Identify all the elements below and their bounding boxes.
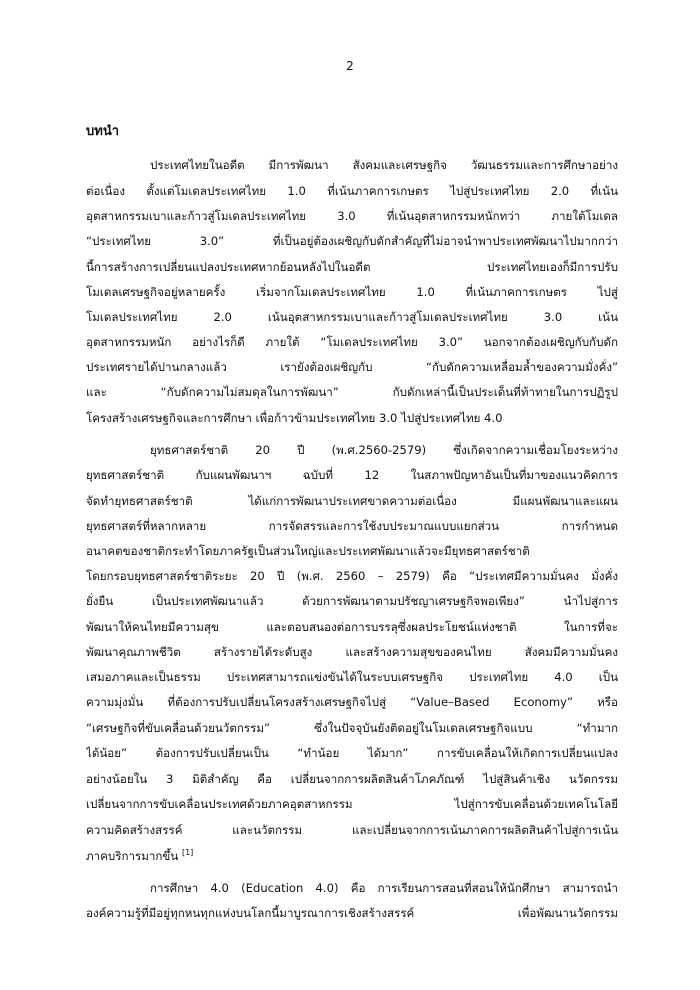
paragraph-line: ยั่งยืน เป็นประเทศพัฒนาแล้ว ด้วยการพัฒนาตามปรัชญาเศรษฐกิจพอเพียง” นำไปสู่การ — [86, 594, 618, 608]
paragraph-line: ความมุ่งมั่น ที่ต้องการปรับเปลี่ยนโครงสร้างเศรษฐกิจไปสู่ “Value–Based Economy” หรือ — [86, 695, 618, 709]
paragraph-line: อย่างน้อยใน 3 มิติสำคัญ คือ เปลี่ยนจากการผลิตสินค้าโภคภัณฑ์ ไปสู่สินค้าเชิง นวัตกรรม — [86, 772, 618, 786]
paragraph-line-text: ภาคบริการมากขึ้น — [86, 849, 179, 863]
paragraph-line: โครงสร้างเศรษฐกิจและการศึกษา เพื่อก้าวข้ามประเทศไทย 3.0 ไปสู่ประเทศไทย 4.0 — [86, 411, 503, 425]
paragraph-line: ต่อเนื่อง ตั้งแต่โมเดลประเทศไทย 1.0 ที่เน้นภาคการเกษตร ไปสู่ประเทศไทย 2.0 ที่เน้น — [86, 184, 618, 198]
paragraph-line: ได้น้อย” ต้องการปรับเปลี่ยนเป็น “ทำน้อย ได้มาก” การขับเคลื่อนให้เกิดการเปลี่ยนแปลง — [86, 746, 618, 760]
paragraph-line: โมเดลประเทศไทย 2.0 เน้นอุตสาหกรรมเบาและก้าวสู่โมเดลประเทศไทย 3.0 เน้น — [86, 310, 618, 324]
paragraph-line: “เศรษฐกิจที่ขับเคลื่อนด้วยนวัตกรรม” ซึ่งในปัจจุบันยังติดอยู่ในโมเดลเศรษฐกิจแบบ “ทำมาก — [86, 721, 618, 735]
page-number: 2 — [346, 59, 354, 73]
paragraph-line: และ “กับดักความไม่สมดุลในการพัฒนา” กับดักเหล่านี้เป็นประเด็นที่ท้าทายในการปฏิรูป — [86, 385, 618, 399]
paragraph-line: องค์ความรู้ที่มีอยู่ทุกหนทุกแห่งบนโลกนี้มาบูรณาการเชิงสร้างสรรค์ เพื่อพัฒนานวัตกรรม — [86, 906, 618, 920]
paragraph-line: โมเดลเศรษฐกิจอยู่หลายครั้ง เริ่มจากโมเดลประเทศไทย 1.0 ที่เน้นภาคการเกษตร ไปสู่ — [86, 285, 618, 299]
paragraph-line: จัดทำยุทธศาสตร์ชาติ ได้แก่การพัฒนาประเทศขาดความต่อเนื่อง มีแผนพัฒนาและแผน — [86, 494, 618, 508]
paragraph-line-with-footnote — [86, 848, 618, 864]
footnote-marker: [1] — [181, 848, 194, 858]
paragraph-line: อนาคตของชาติกระทำโดยภาครัฐเป็นส่วนใหญ่และประเทศพัฒนาแล้วจะมียุทธศาสตร์ชาติ — [86, 544, 530, 558]
paragraph-line: พัฒนาให้คนไทยมีความสุข และตอบสนองต่อการบรรลุซึ่งผลประโยชน์แห่งชาติ ในการที่จะ — [86, 620, 618, 634]
paragraph-line: อุตสาหกรรมเบาและก้าวสู่โมเดลประเทศไทย 3.0 ที่เน้นอุตสาหกรรมหนักทว่า ภายใต้โมเดล — [86, 209, 618, 223]
paragraph-line: เปลี่ยนจากการขับเคลื่อนประเทศด้วยภาคอุตสาหกรรม ไปสู่การขับเคลื่อนด้วยเทคโนโลยี — [86, 797, 618, 811]
paragraph-line: “ประเทศไทย 3.0” ที่เป็นอยู่ต้องเผชิญกับดักสำคัญที่ไม่อาจนำพาประเทศพัฒนาไปมากกว่า — [86, 234, 618, 248]
paragraph-line: อุตสาหกรรมหนัก อย่างไรก็ดี ภายใต้ “โมเดลประเทศไทย 3.0” นอกจากต้องเผชิญกับกับดัก — [86, 335, 618, 349]
section-heading: บทนำ — [86, 124, 120, 139]
paragraph-line: ยุทธศาสตร์ชาติ 20 ปี (พ.ศ.2560-2579) ซึ่งเกิดจากความเชื่อมโยงระหว่าง — [150, 443, 618, 457]
paragraph-line: นี้การสร้างการเปลี่ยนแปลงประเทศหากย้อนหลังไปในอดีต ประเทศไทยเองก็มีการปรับ — [86, 260, 618, 274]
paragraph-line: โดยกรอบยุทธศาสตร์ชาติระยะ 20 ปี (พ.ศ. 2560 – 2579) คือ “ประเทศมีความมั่นคง มั่งคั่ง — [86, 569, 618, 583]
paragraph-line: ประเทศไทยในอดีต มีการพัฒนา สังคมและเศรษฐกิจ วัฒนธรรมและการศึกษาอย่าง — [150, 158, 618, 172]
paragraph-line: ยุทธศาสตร์ชาติ กับแผนพัฒนาฯ ฉบับที่ 12 ในสภาพปัญหาอันเป็นที่มาของแนวคิดการ — [86, 468, 618, 482]
paragraph-line: การศึกษา 4.0 (Education 4.0) คือ การเรียนการสอนที่สอนให้นักศึกษา สามารถนำ — [150, 881, 618, 895]
paragraph-line: เสมอภาคและเป็นธรรม ประเทศสามารถแข่งขันได้ในระบบเศรษฐกิจ ประเทศไทย 4.0 เป็น — [86, 670, 618, 684]
paragraph-line: ยุทธศาสตร์ที่หลากหลาย การจัดสรรและการใช้งบประมาณแบบแยกส่วน การกำหนด — [86, 519, 618, 533]
paragraph-line: พัฒนาคุณภาพชีวิต สร้างรายได้ระดับสูง และสร้างความสุขของคนไทย สังคมมีความมั่นคง — [86, 645, 618, 659]
paragraph-line: ความคิดสร้างสรรค์ และนวัตกรรม และเปลี่ยนจากการเน้นภาคการผลิตสินค้าไปสู่การเน้น — [86, 823, 618, 837]
paragraph-line: ประเทศรายได้ปานกลางแล้ว เรายังต้องเผชิญกับ “กับดักความเหลื่อมล้ำของความมั่งคั่ง” — [86, 360, 618, 374]
